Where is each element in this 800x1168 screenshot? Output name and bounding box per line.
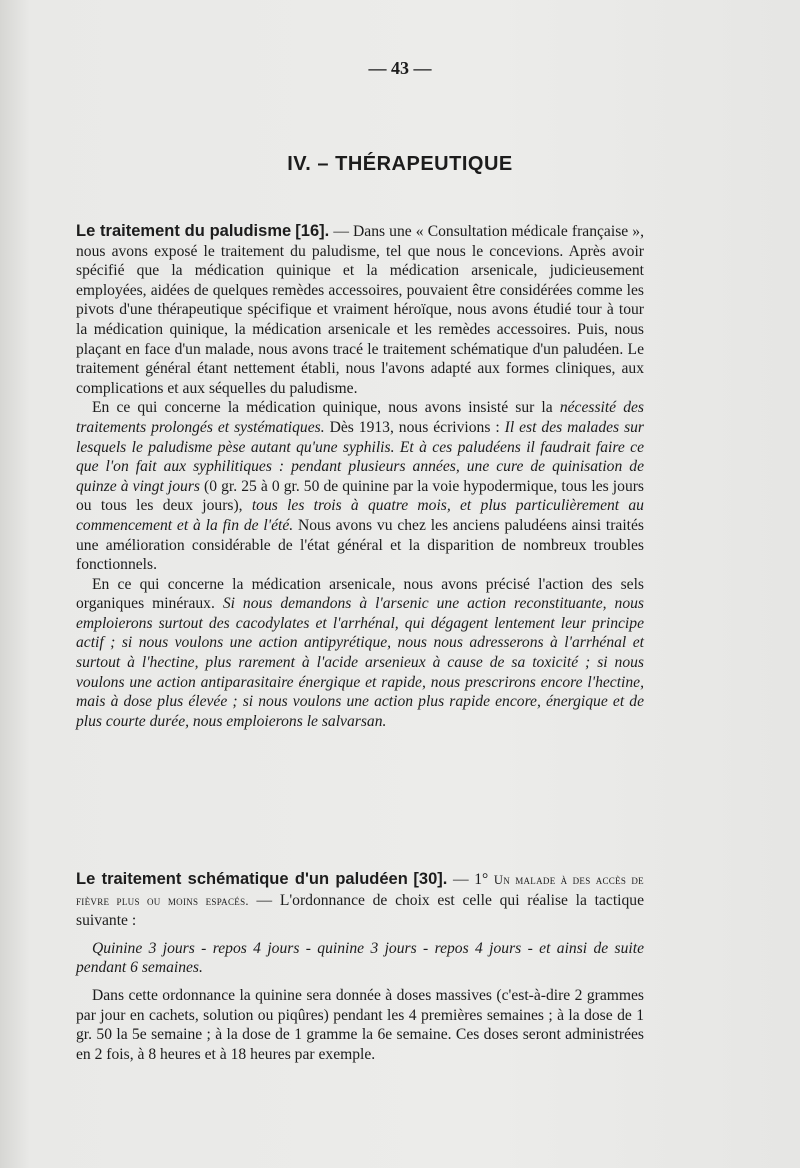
italic-run: nécessité des traitements prolongés et systématiques.: [76, 399, 645, 436]
paragraph-intro: [76, 222, 644, 398]
italic-run: Il est des malades sur lesquels le paludisme pèse autant qu'une syphilis. Et à ces paludéens il faudrait faire ce que l'on fait aux syphilitiques : pendant plusieurs années, une cure de quinisation de quinze à vingt jours: [76, 418, 645, 495]
section-title: IV. – THÉRAPEUTIQUE: [287, 153, 513, 175]
reference-30: [30].: [413, 870, 448, 888]
protocol-line: Quinine 3 jours - repos 4 jours - quinine 3 jours - repos 4 jours - et ainsi de suite pendant 6 semaines.: [76, 939, 644, 977]
text-run: Nous avons vu chez les anciens paludéens ainsi traités une amélioration considérable de l'état général et la disparition de nombreux troubles fonctionnels.: [76, 516, 645, 574]
section-treatment: [76, 222, 644, 731]
paragraph-schematic-text: — L'ordonnance de choix est celle qui réalise la tactique suivante :: [76, 891, 644, 930]
text-run: En ce qui concerne la médication arsenicale, nous avons précisé l'action des sels organiques minéraux.: [76, 575, 644, 613]
paragraph-quinine: [76, 398, 644, 574]
italic-run: Si nous demandons à l'arsenic une action reconstituante, nous emploierons surtout des cacodylates et l'arrhénal, qui dégagent lentement leur principe actif ; si nous voulons une action antipyrétique, nous nous adresserons à l'arrhénal et surtout à l'hectine, plus rarement à l'acide arsenieux à cause de sa toxicité ; si nous voulons une action antiparasitaire énergique et rapide, nous prescrirons encore l'hectine, mais à dose plus élevée ; si nous voulons une action plus rapide encore, énergique et de plus courte durée, nous emploierons le salvarsan.: [76, 595, 644, 730]
italic-run: tous les trois à quatre mois, et plus particulièrement au commencement et à la fin de l'été.: [76, 497, 644, 534]
reference-16: [16].: [295, 222, 330, 240]
section-schematic-treatment: [76, 870, 644, 1064]
paragraph-dosage: Dans cette ordonnance la quinine sera donnée à doses massives (c'est-à-dire 2 grammes par jour en cachets, solution ou piqûres) pendant les 4 premières semaines ; à la dose de 1 gr. 50 la 5e semaine ; à la dose de 1 gramme la 6e semaine. Ces doses seront administrées en 2 fois, à 8 heures et à 18 heures par exemple.: [76, 986, 644, 1063]
heading-schematic-treatment: Le traitement schématique d'un paludéen: [76, 870, 408, 888]
text-run: Dès 1913, nous écrivions :: [324, 418, 505, 436]
smallcaps-case: Un malade à des accès de fièvre plus ou moins espacés.: [76, 873, 644, 908]
page-number: — 43 —: [368, 58, 432, 78]
paragraph-intro-text: — Dans une « Consultation médicale française », nous avons exposé le traitement du paludisme, tel que nous le concevions. Après avoir spécifié que la médication quinique et la médication arsenicale, judicieusement employées, aidées de quelques remèdes accessoires, pouvaient être considérées comme les pivots d'une thérapeutique spécifique et vraiment héroïque, nous avons étudié tour à tour la médication quinique, la médication arsenicale et les remèdes accessoires. Puis, nous plaçant en face d'un malade, nous avons tracé le traitement schématique d'un paludéen. Le traitement général étant nettement établi, nous l'avons adapté aux formes cliniques, aux complications et aux séquelles du paludisme.: [76, 223, 644, 397]
text-run: (0 gr. 25 à 0 gr. 50 de quinine par la voie hypodermique, tous les jours ou tous les deux jours),: [76, 477, 644, 515]
paragraph-arsenic: [76, 575, 644, 732]
lead-number: — 1°: [453, 871, 489, 888]
text-run: En ce qui concerne la médication quinique, nous avons insisté sur la: [92, 399, 560, 417]
heading-treatment-paludisme: Le traitement du paludisme: [76, 222, 292, 240]
paragraph-schematic: [76, 870, 644, 931]
